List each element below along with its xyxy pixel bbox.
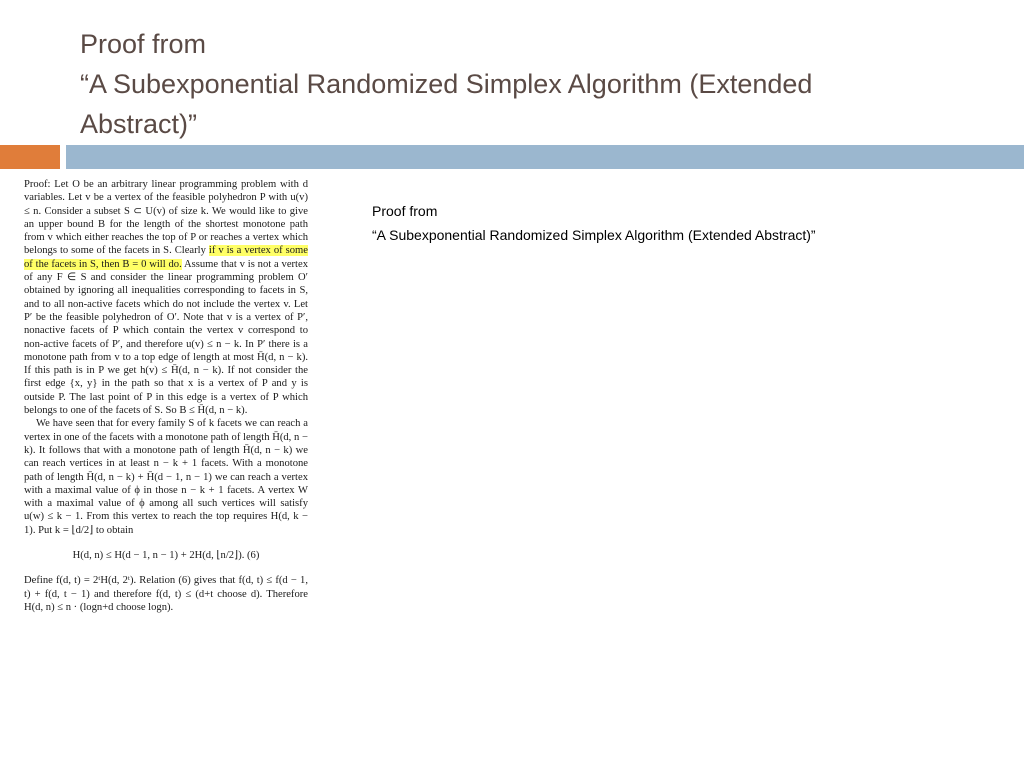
accent-bar-blue — [66, 145, 1024, 169]
slide-title-line-1: Proof from — [80, 29, 207, 59]
paper-excerpt-image — [24, 178, 308, 768]
paper-paragraph-3: Define f(d, t) = 2ᵗH(d, 2ᵗ). Relation (6) gives that f(d, t) ≤ f(d − 1, t) + f(d, t − 1) and therefore f(d, t) ≤ (d+t choose d). Therefore H(d, n) ≤ n · (logn+d choose logn). — [24, 575, 308, 613]
paper-text: Proof: Let O be an arbitrary linear programming problem with d variables. Let v be a vertex of the feasible polyhedron P with u(v) ≤ n. Consider a subset S ⊂ U(v) of size k. We would like to give an upper bound B for the length of the shortest monotone path from v which either reaches the top of P or reaches a vertex which belongs to some of the facets in S. Clearly — [24, 179, 308, 257]
slide-title-line-2: “A Subexponential Randomized Simplex Algorithm (Extended — [80, 69, 813, 99]
equation-6: H(d, n) ≤ H(d − 1, n − 1) + 2H(d, ⌊n/2⌋). (6) — [72, 550, 260, 562]
accent-bar-orange — [0, 145, 60, 169]
highlighted-text: if v is a vertex of some of the facets in S, then B = 0 will do. — [24, 245, 308, 270]
slide-title-line-3: Abstract)” — [80, 109, 198, 139]
paper-text: Assume that v is not a vertex of any F ∈ S and consider the linear programming problem O′ obtained by ignoring all inequalities corresponding to facets in S, and to all non-active facets which do not include the vertex v. Let P′ be the feasible polyhedron of O′. Note that v is a vertex of P′, nonactive facets of P which contain the vertex v correspond to non-active facets of P′, and therefore u(v) ≤ n − k. In P′ there is a monotone path from v to a top edge of length at most H̄(d, n − k). If this path is in P we get h(v) ≤ H̄(d, n − k). If not consider the first edge {x, y} in the path so that x is a vertex of P and y is outside P. The last point of P in this edge is a vertex of P which belongs to one of the facets of S. So B ≤ H̄(d, n − k). — [24, 258, 308, 417]
caption-line-2: “A Subexponential Randomized Simplex Algorithm (Extended Abstract)” — [372, 227, 816, 243]
slide-caption — [372, 199, 816, 247]
paper-paragraph-1 — [24, 178, 308, 417]
caption-line-1: Proof from — [372, 203, 438, 219]
paper-paragraph-2: We have seen that for every family S of k facets we can reach a vertex in one of the facets with a monotone path of length H̄(d, n − k). It follows that with a monotone path of length H̄(d, n − k) we can reach vertices in at least n − k + 1 facets. With a monotone path of length H̄(d, n − k) + H̄(d − 1, n − 1) we can reach a vertex with a maximal value of ϕ in those n − k + 1 facets. A vertex W with a maximal value of ϕ among all such vertices will satisfy u(w) ≤ k − 1. From this vertex to reach the top requires H(d, k − 1). Put k = ⌊d/2⌋ to obtain — [24, 418, 308, 536]
slide-title — [80, 24, 980, 144]
